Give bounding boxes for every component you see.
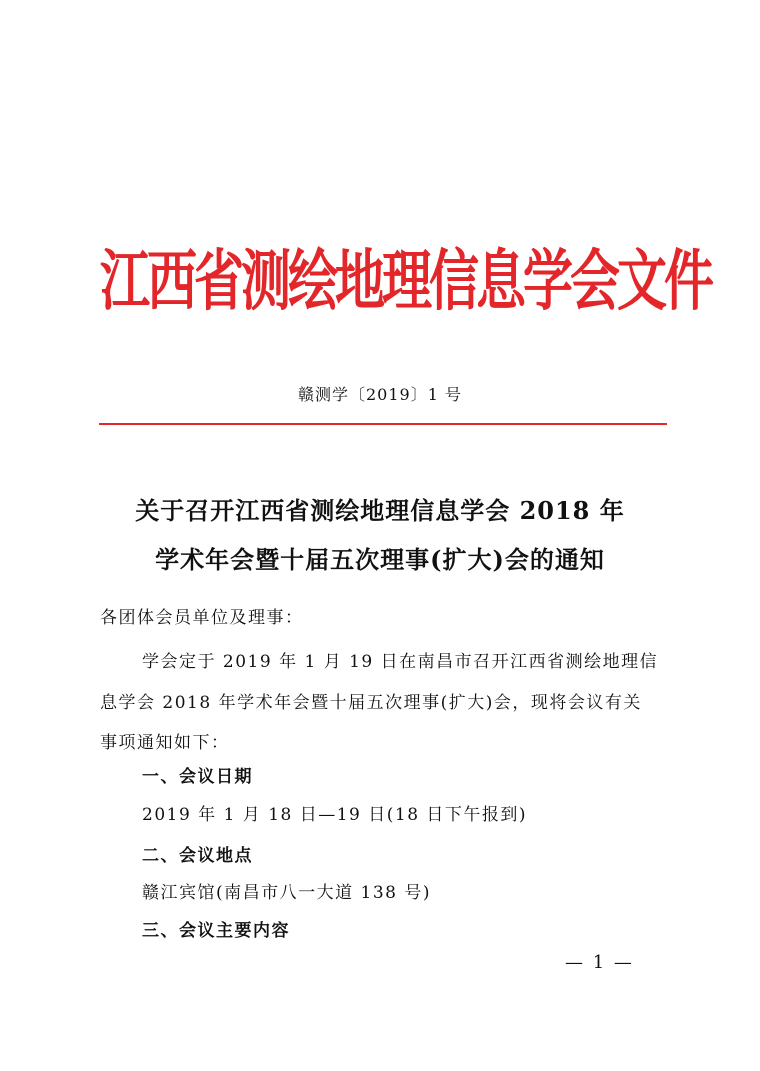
notice-title-line-2: 学术年会暨十届五次理事(扩大)会的通知 [155,545,605,574]
document-number: 赣测学〔2019〕1 号 [298,385,462,404]
section-heading-location: 二、会议地点 [142,846,253,866]
issuer-title: 江西省测绘地理信息学会文件 [100,242,711,320]
section-heading-date: 一、会议日期 [142,767,253,787]
section-text-location: 赣江宾馆(南昌市八一大道 138 号) [142,883,432,903]
paragraph-line-1: 学会定于 2019 年 1 月 19 日在南昌市召开江西省测绘地理信 [142,652,659,672]
page-number: — 1 — [565,952,634,973]
salutation: 各团体会员单位及理事： [100,608,304,628]
paragraph-line-3: 事项通知如下： [100,733,230,753]
paragraph-line-2: 息学会 2018 年学术年会暨十届五次理事(扩大)会，现将会议有关 [100,693,642,713]
section-text-date: 2019 年 1 月 18 日—19 日(18 日下午报到) [142,805,528,825]
red-divider-line [99,423,667,425]
section-heading-content: 三、会议主要内容 [142,921,290,941]
notice-title-line-1: 关于召开江西省测绘地理信息学会 2018 年 [135,496,625,525]
